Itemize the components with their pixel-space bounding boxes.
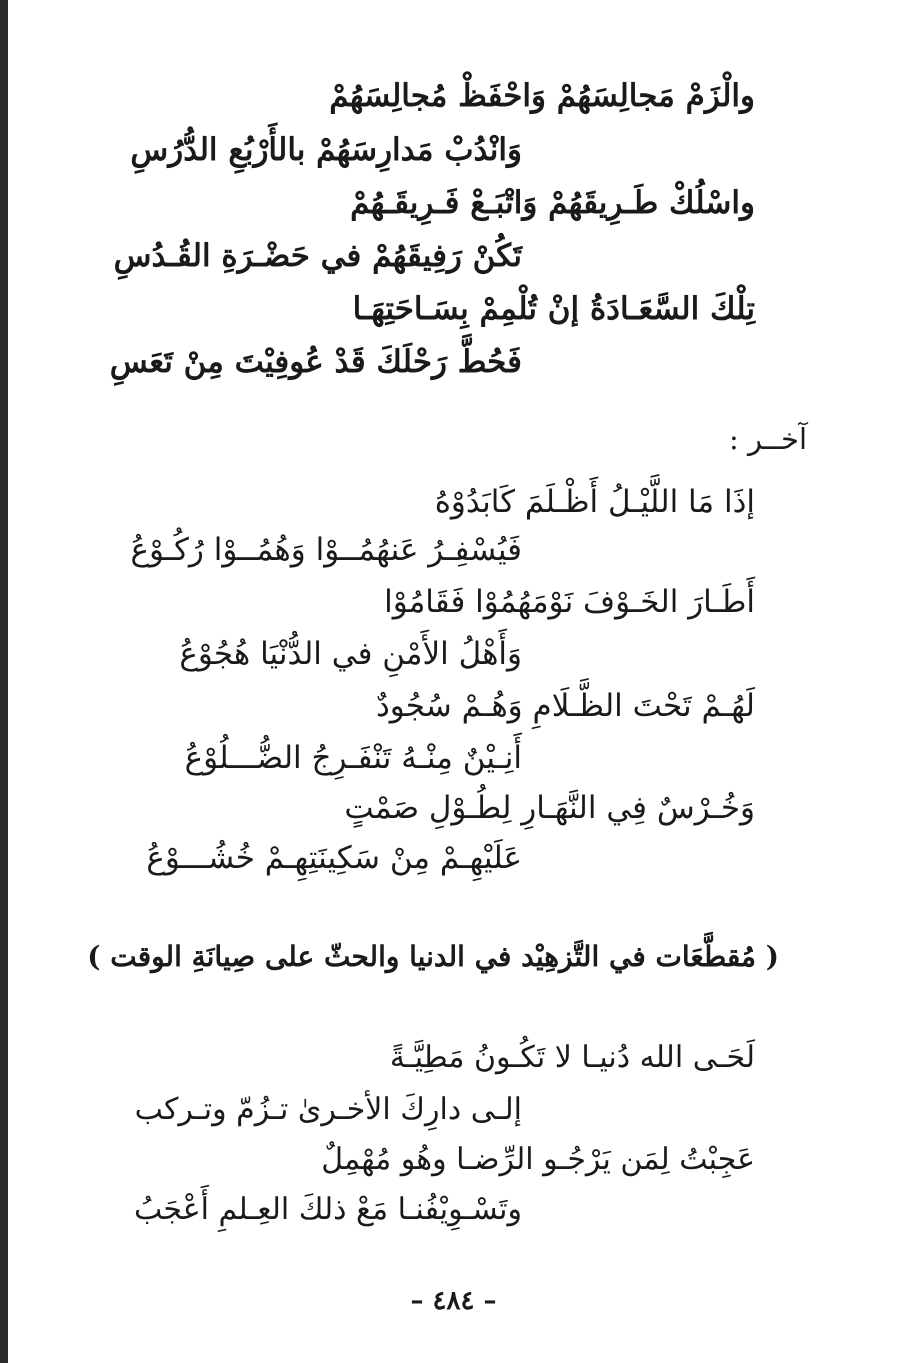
poem-two-line-3: أَطَـارَ الخَـوْفَ نَوْمَهُمُوْا فَقَامُوْا	[384, 584, 755, 620]
section-heading: ( مُقطَّعَات في التَّزهِيْد في الدنيا والحثّ على صِيانَةِ الوقت )	[87, 940, 779, 973]
poem-two-line-5: لَهُـمْ تَحْتَ الظَّـلَامِ وَهُـمْ سُجُودٌ	[375, 688, 755, 724]
poem-two-line-1: إذَا مَا اللَّيْـلُ أَظْـلَمَ كَابَدُوْهُ	[434, 484, 755, 520]
poem-two-line-6: أَنِـيْنٌ مِنْـهُ تَنْفَـرِجُ الضُّـــلُوْعُ	[184, 740, 522, 776]
poem-one-line-6: فَحُطَّ رَحْلَكَ قَدْ عُوفِيْتَ مِنْ تَعَسِ	[109, 344, 522, 380]
poem-three-line-4: وتَسْـوِيْفُنـا مَعْ ذلكَ العِـلمِ أَعْجَبُ	[133, 1192, 522, 1227]
poem-two-line-7: وَخُـرْسٌ فِي النَّهَـارِ لِطُـوْلِ صَمْتٍ	[344, 790, 755, 826]
poem-three-line-3: عَجِبْتُ لِمَن يَرْجُـو الرِّضـا وهُو مُهْمِلٌ	[321, 1142, 755, 1177]
poem-one-line-5: تِلْكَ السَّعَـادَةُ إنْ تُلْمِمْ بِسَـاحَتِهَـا	[352, 291, 755, 327]
poem-one-line-4: تَكُنْ رَفِيقَهُمْ في حَضْـرَةِ القُـدُسِ	[113, 238, 522, 274]
poem-three-line-2: إلـى دارِكَ الأخـرىٰ تـزُمّ وتـركب	[134, 1092, 522, 1127]
poem-one-line-3: واسْلُكْ طَـرِيقَهُمْ وَاتْبَـعْ فَـرِيقَـهُمْ	[350, 185, 755, 221]
poem-two-line-4: وَأَهْلُ الأَمْنِ في الدُّنْيَا هُجُوْعُ	[179, 636, 522, 672]
label-other-poet: آخــر :	[729, 422, 807, 456]
poem-one-line-1: والْزَمْ مَجالِسَهُمْ وَاحْفَظْ مُجالِسَهُمْ	[329, 78, 755, 114]
poem-three-line-1: لَحَـى الله دُنيـا لا تَكُـونُ مَطِيَّـةً	[389, 1040, 755, 1075]
page-number: – ٤٨٤ –	[410, 1286, 497, 1316]
poem-two-line-2: فَيُسْفِـرُ عَنهُمُــوْا وَهُمُــوْا رُكُـوْعُ	[130, 532, 522, 568]
poem-one-line-2: وَانْدُبْ مَدارِسَهُمْ بالأَرْبُعِ الدُّرُسِ	[130, 132, 522, 168]
scan-edge-shadow	[0, 0, 8, 1363]
poem-two-line-8: عَلَيْهِـمْ مِنْ سَكِينَتِهِـمْ خُشُـــوْعُ	[146, 840, 522, 876]
